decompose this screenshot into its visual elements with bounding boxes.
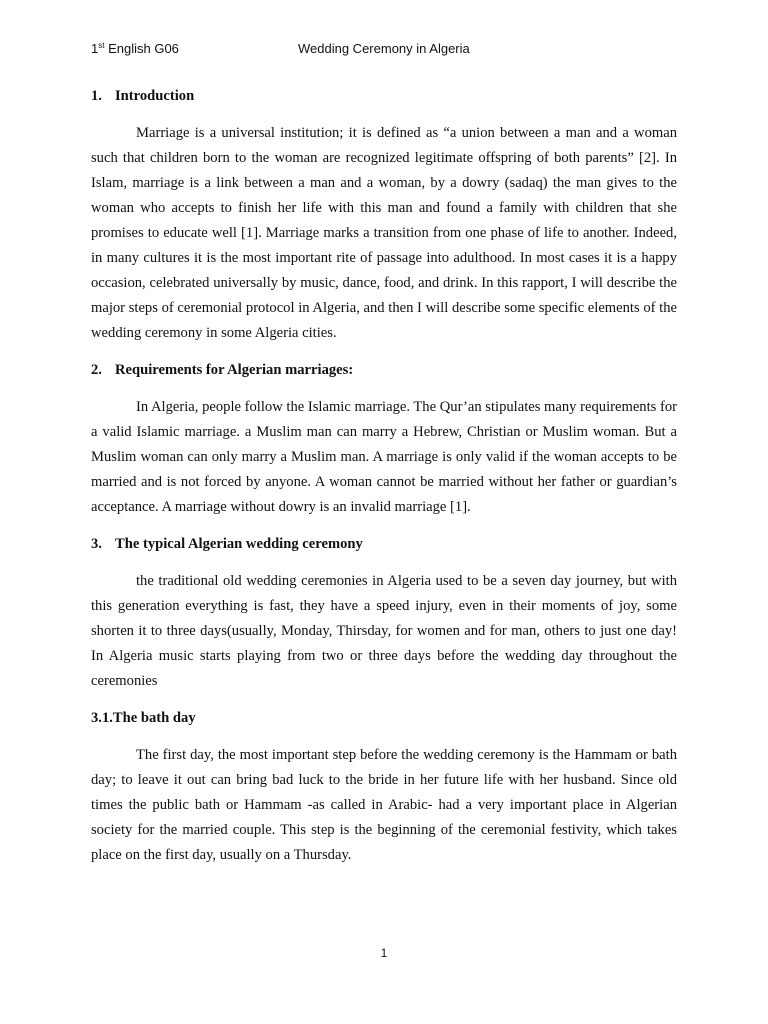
section-heading-requirements: 2. Requirements for Algerian marriages: <box>91 362 354 378</box>
header-title: Wedding Ceremony in Algeria <box>298 41 470 56</box>
section-paragraph-typical-ceremony: the traditional old wedding ceremonies in Algeria used to be a seven day journey, but with this generation everything is fast, they have a speed injury, even in their moments of joy, some shorten it to three days(usually, Monday, Thirsday, for women and for man, others to just one day! In Algeria music starts playing from two or three days before the wedding day throughout the ceremonies <box>91 573 677 689</box>
section-heading-typical-ceremony: 3. The typical Algerian wedding ceremony <box>91 536 363 552</box>
section-heading-introduction: 1. Introduction <box>91 88 195 104</box>
page-header <box>91 41 677 61</box>
section-paragraph-requirements: In Algeria, people follow the Islamic marriage. The Qur’an stipulates many requirements for a valid Islamic marriage. a Muslim man can marry a Hebrew, Christian or Muslim woman. But a Muslim woman can only marry a Muslim man. A marriage is only valid if the woman accepts to be married and is not forced by anyone. A woman cannot be married without her father or guardian’s acceptance. A marriage without dowry is an invalid marriage [1]. <box>91 399 677 515</box>
document-body <box>91 84 677 880</box>
section-paragraph-introduction: Marriage is a universal institution; it is defined as “a union between a man and a woman such that children born to the woman are recognized legitimate offspring of both parents” [2]. In Islam, marriage is a link between a man and a woman, by a dowry (sadaq) the man gives to the woman who accepts to finish her life with this man and found a family with children that she promises to educate well [1]. Marriage marks a transition from one phase of life to another. Indeed, in many cultures it is the most important rite of passage into adulthood. In most cases it is a happy occasion, celebrated universally by music, dance, food, and drink. In this rapport, I will describe the major steps of ceremonial protocol in Algeria, and then I will describe some specific elements of the wedding ceremony in some Algeria cities. <box>91 125 677 341</box>
section-heading-bath-day: 3.1.The bath day <box>91 710 196 726</box>
header-course: 1st English G06 <box>91 41 179 56</box>
section-paragraph-bath-day: The first day, the most important step before the wedding ceremony is the Hammam or bath day; to leave it out can bring bad luck to the bride in her future life with her husband. Since old times the public bath or Hammam -as called in Arabic- had a very important place in Algerian society for the married couple. This step is the beginning of the ceremonial festivity, which takes place on the first day, usually on a Thursday. <box>91 747 677 863</box>
page-number: 1 <box>380 946 388 960</box>
